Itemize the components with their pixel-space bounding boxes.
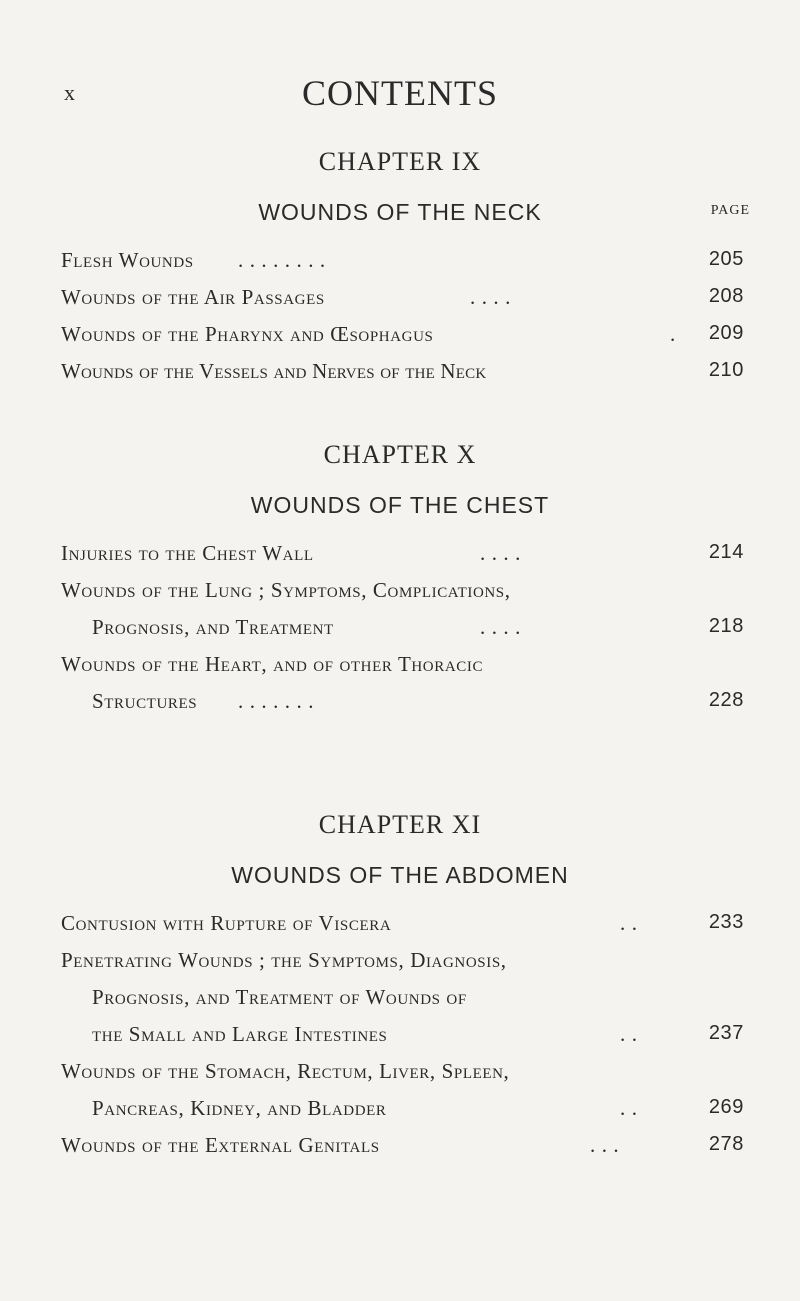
leader-dots: . . . . [480,541,521,565]
chapter-section [0,440,800,722]
entry-text: Penetrating Wounds ; the Symptoms, Diagnosis, [61,948,507,972]
entry-text: Structures [92,689,198,713]
toc-entry [0,318,800,355]
toc-entry [0,244,800,281]
entry-text: Wounds of the Pharynx and Œsophagus [61,322,434,346]
entry-page: 233 [708,911,744,933]
entry-page: 269 [708,1096,744,1118]
entry-text: Prognosis, and Treatment [92,615,334,639]
entry-page: 228 [708,689,744,711]
leader-dots: . . . . [470,285,511,309]
entry-text: the Small and Large Intestines [92,1022,388,1046]
toc-entry [0,648,800,685]
toc-entry-continuation [0,611,800,648]
entry-page: 210 [708,359,744,381]
chapter-title: WOUNDS OF THE ABDOMEN [231,862,569,888]
entry-text: Wounds of the Air Passages [61,285,325,309]
leader-dots: . . [620,1022,638,1046]
entry-text: Wounds of the Heart, and of other Thoracic [61,652,484,676]
entry-text: Pancreas, Kidney, and Bladder [92,1096,387,1120]
leader-dots: . . [620,911,638,935]
chapter-section [0,810,800,1166]
page-title: CONTENTS [302,73,498,113]
toc-entry [0,574,800,611]
chapter-title-text: WOUNDS OF THE NECK [258,199,542,225]
toc-entry-continuation [0,1018,800,1055]
entry-text: Prognosis, and Treatment of Wounds of [92,985,467,1009]
chapter-label: CHAPTER XI [318,810,482,839]
entry-text: Wounds of the Stomach, Rectum, Liver, Spleen, [61,1059,510,1083]
toc-entries [0,244,800,392]
toc-entry-continuation [0,685,800,722]
toc-entry [0,1055,800,1092]
page-number: x [64,80,75,105]
entry-text: Flesh Wounds [61,248,194,272]
entry-page: 205 [708,248,744,270]
entry-page: 278 [708,1133,744,1155]
entry-text: Wounds of the External Genitals [61,1133,380,1157]
entry-text: Contusion with Rupture of Viscera [61,911,392,935]
toc-entry [0,537,800,574]
toc-entry [0,281,800,318]
leader-dots: . . . . [480,615,521,639]
chapter-title: WOUNDS OF THE CHEST [250,492,550,518]
entry-page: 214 [708,541,744,563]
entry-page: 218 [708,615,744,637]
chapter-label: CHAPTER X [323,440,477,469]
entry-page: 208 [708,285,744,307]
leader-dots: . . . . . . . . [238,248,326,272]
entry-text: Injuries to the Chest Wall [61,541,314,565]
page-column-label: PAGE [710,203,750,218]
leader-dots: . . . [590,1133,620,1157]
entry-text: Wounds of the Lung ; Symptoms, Complications, [61,578,511,602]
entry-text: Wounds of the Vessels and Nerves of the Neck [61,359,487,383]
chapter-label: CHAPTER IX [318,147,482,176]
toc-entry-continuation [0,981,800,1018]
entry-page: 237 [708,1022,744,1044]
toc-entries [0,537,800,722]
entry-page: 209 [708,322,744,344]
leader-dots: . . [620,1096,638,1120]
toc-entry-continuation [0,1092,800,1129]
chapter-section [0,147,800,392]
leader-dots: . . . . . . . [238,689,315,713]
toc-entry [0,1129,800,1166]
toc-entry [0,944,800,981]
toc-entry [0,907,800,944]
leader-dots: . [670,322,676,346]
running-header [0,72,800,112]
toc-entry [0,355,800,392]
toc-entries [0,907,800,1166]
chapter-title [0,199,800,226]
